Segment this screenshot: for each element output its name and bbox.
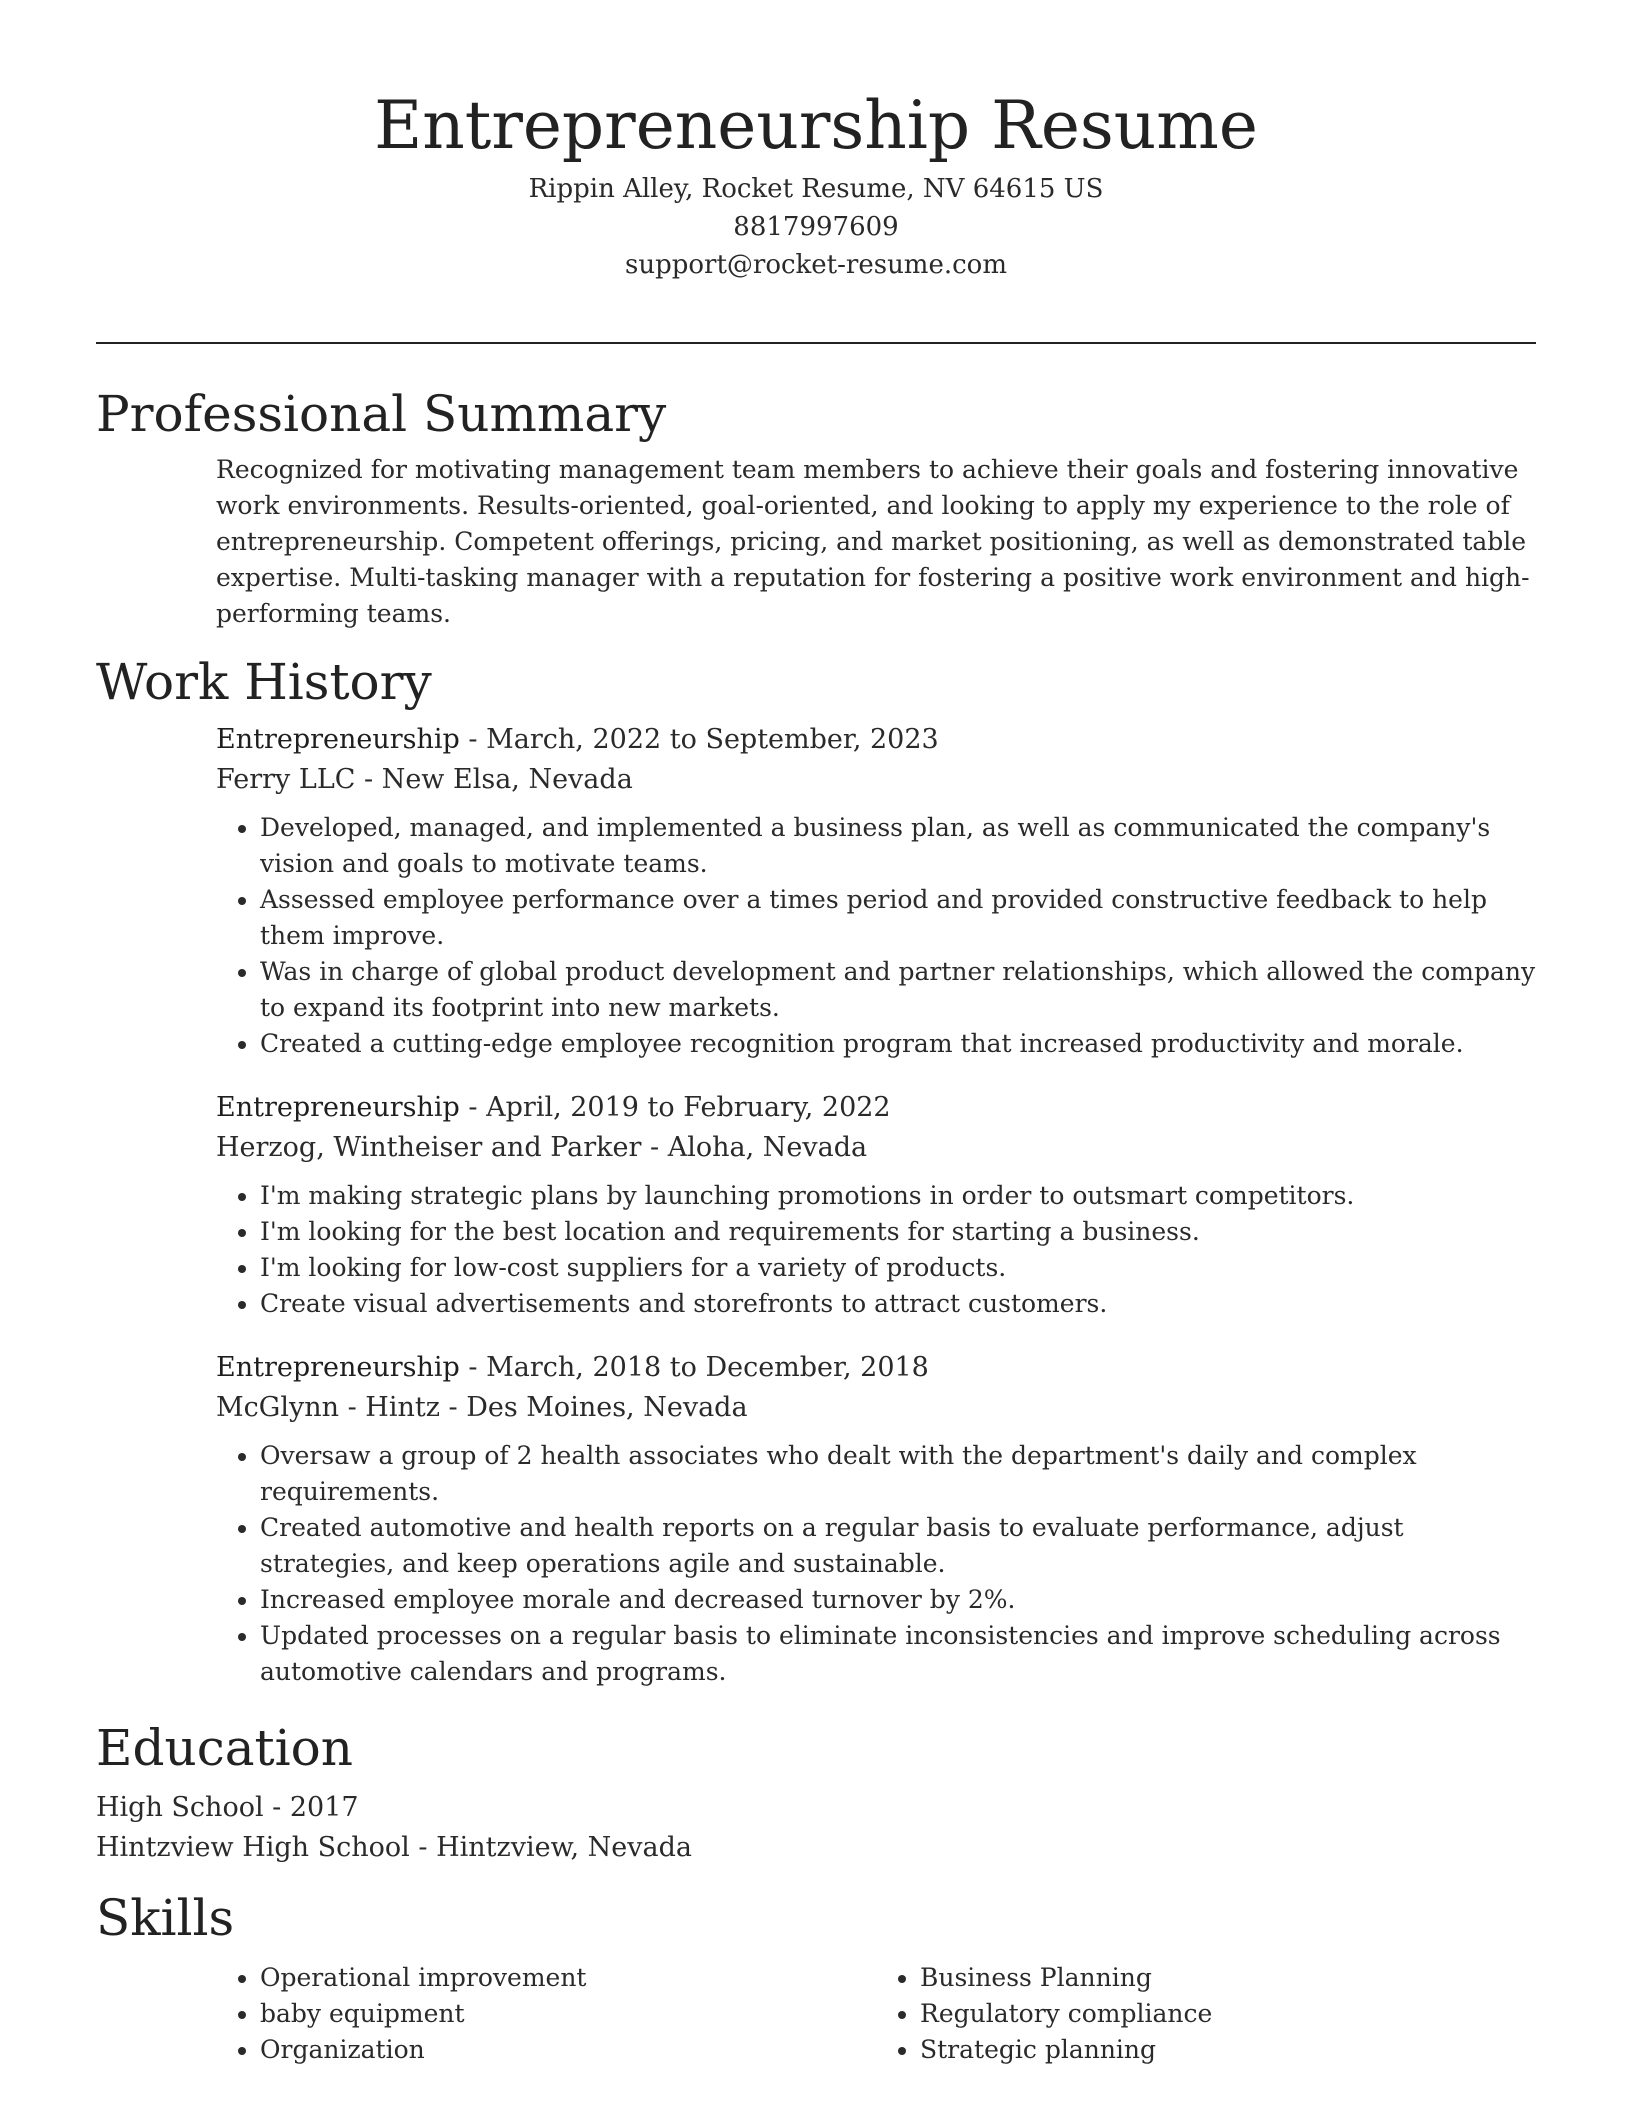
- job-bullets: [216, 1178, 1536, 1322]
- list-item: • Updated processes on a regular basis to eliminate inconsistencies and improve scheduling across automotive calendars and programs.: [260, 1618, 1536, 1690]
- job-bullets: [216, 1438, 1536, 1690]
- skill-item: • Operational improvement: [260, 1960, 876, 1996]
- skill-item: • Business Planning: [920, 1960, 1536, 1996]
- job-company-line: [216, 760, 1536, 800]
- phone-text: 8817997609: [733, 212, 899, 242]
- skills-section: [216, 1960, 1536, 2068]
- job-entry: [216, 1088, 1536, 1322]
- skill-item: • Regulatory compliance: [920, 1996, 1536, 2032]
- list-item: • Increased employee morale and decreased turnover by 2%.: [260, 1582, 1536, 1618]
- list-item: • I'm looking for the best location and requirements for starting a business.: [260, 1214, 1536, 1250]
- job-dates: - April, 2019 to February, 2022: [459, 1092, 891, 1123]
- job-location: - Aloha, Nevada: [641, 1132, 868, 1163]
- job-title-line: [216, 1088, 1536, 1128]
- job-location: - New Elsa, Nevada: [355, 764, 633, 795]
- job-company: Herzog, Wintheiser and Parker: [216, 1132, 642, 1163]
- skills-grid: [216, 1960, 1536, 2068]
- skill-item: • baby equipment: [260, 1996, 876, 2032]
- skill-item: • Strategic planning: [920, 2032, 1536, 2068]
- list-item: • Assessed employee performance over a times period and provided constructive feedback to help them improve.: [260, 882, 1536, 954]
- job-title: Entrepreneurship: [216, 1352, 460, 1383]
- work-history-section: [216, 720, 1536, 1690]
- job-dates: - March, 2018 to December, 2018: [459, 1352, 929, 1383]
- job-entry: [216, 720, 1536, 1062]
- job-bullets: [216, 810, 1536, 1062]
- job-title-line: [216, 720, 1536, 760]
- email-text: support@rocket-resume.com: [624, 250, 1007, 280]
- education-section: [96, 1788, 1536, 1868]
- resume-content: [96, 382, 1536, 2068]
- resume-title: Entrepreneurship Resume: [374, 87, 1258, 164]
- summary-heading: Professional Summary: [96, 385, 667, 443]
- list-item: • Was in charge of global product development and partner relationships, which allowed the company to expand its footprint into new markets.: [260, 954, 1536, 1026]
- job-company: McGlynn - Hintz: [216, 1392, 440, 1423]
- summary-section: [216, 452, 1536, 632]
- list-item: • Created a cutting-edge employee recognition program that increased productivity and morale.: [260, 1026, 1536, 1062]
- job-dates: - March, 2022 to September, 2023: [459, 724, 939, 755]
- job-location: - Des Moines, Nevada: [439, 1392, 748, 1423]
- work-history-heading: Work History: [96, 653, 432, 711]
- resume-header: [0, 0, 1632, 284]
- skills-heading: Skills: [96, 1889, 235, 1947]
- job-company-line: [216, 1388, 1536, 1428]
- education-degree: High School: [96, 1792, 264, 1823]
- education-year: - 2017: [263, 1792, 359, 1823]
- list-item: • I'm making strategic plans by launching promotions in order to outsmart competitors.: [260, 1178, 1536, 1214]
- education-heading: Education: [96, 1719, 353, 1777]
- job-company: Ferry LLC: [216, 764, 356, 795]
- address-text: Rippin Alley, Rocket Resume, NV 64615 US: [528, 174, 1104, 204]
- list-item: • Created automotive and health reports on a regular basis to evaluate performance, adjust strategies, and keep operations agile and sustainable.: [260, 1510, 1536, 1582]
- education-school: Hintzview High School: [96, 1832, 410, 1863]
- header-divider: [96, 342, 1536, 344]
- job-company-line: [216, 1128, 1536, 1168]
- job-title: Entrepreneurship: [216, 724, 460, 755]
- job-title: Entrepreneurship: [216, 1092, 460, 1123]
- list-item: • Create visual advertisements and storefronts to attract customers.: [260, 1286, 1536, 1322]
- contact-block: [0, 170, 1632, 284]
- list-item: • Developed, managed, and implemented a business plan, as well as communicated the company's vision and goals to motivate teams.: [260, 810, 1536, 882]
- list-item: • Oversaw a group of 2 health associates who dealt with the department's daily and complex requirements.: [260, 1438, 1536, 1510]
- education-school-line: [96, 1828, 1536, 1868]
- skills-column-left: [216, 1960, 876, 2068]
- job-entry: [216, 1348, 1536, 1690]
- skill-item: • Organization: [260, 2032, 876, 2068]
- education-degree-line: [96, 1788, 1536, 1828]
- skills-column-right: [876, 1960, 1536, 2068]
- education-location: - Hintzview, Nevada: [409, 1832, 693, 1863]
- summary-text: Recognized for motivating management team members to achieve their goals and fostering innovative work environments. Results-oriented, goal-oriented, and looking to apply my experience to the role of entrepreneurship. Competent offerings, pricing, and market positioning, as well as demonstrated table expertise. Multi-tasking manager with a reputation for fostering a positive work environment and high-performing teams.: [216, 455, 1530, 628]
- list-item: • I'm looking for low-cost suppliers for a variety of products.: [260, 1250, 1536, 1286]
- job-title-line: [216, 1348, 1536, 1388]
